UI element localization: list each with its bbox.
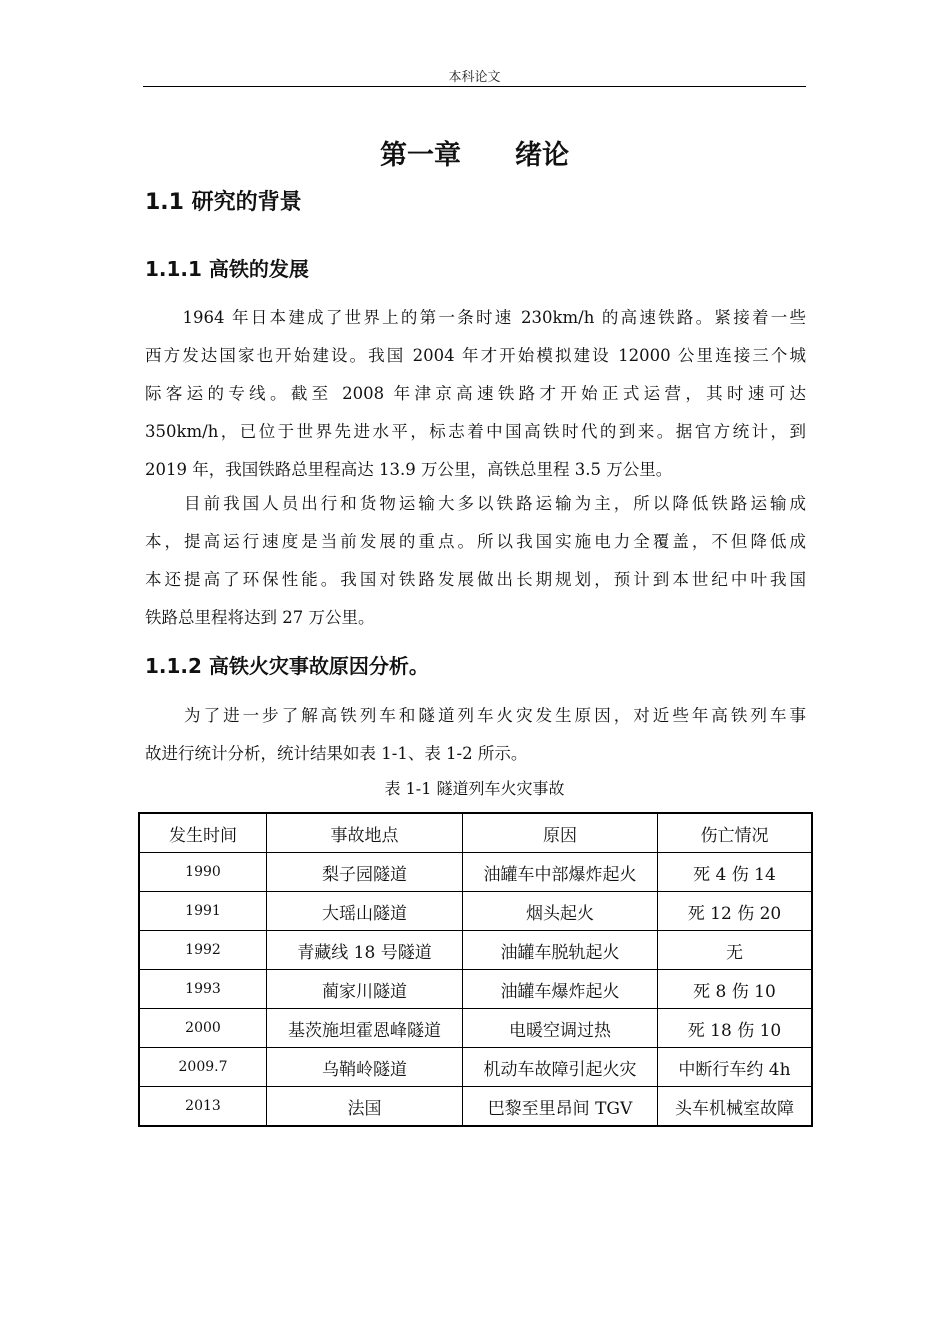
cell-casualties: 死 12 伤 20 — [658, 892, 813, 931]
chapter-title: 第一章 绪论 — [380, 140, 569, 171]
paragraph-line: 1964 年日本建成了世界上的第一条时速 230km/h 的高速铁路。紧接着一些 — [145, 308, 806, 327]
cell-cause: 油罐车爆炸起火 — [463, 970, 658, 1009]
table-row — [139, 853, 812, 892]
cell-time: 1993 — [139, 970, 267, 1009]
paragraph-line: 本还提高了环保性能。我国对铁路发展做出长期规划，预计到本世纪中叶我国 — [145, 570, 806, 589]
header-divider — [143, 86, 806, 87]
paragraph-hsr-development — [145, 299, 806, 489]
table-header-row — [139, 813, 812, 853]
column-header-casualties: 伤亡情况 — [658, 813, 813, 853]
paragraph-line: 2019 年，我国铁路总里程高达 13.9 万公里，高铁总里程 3.5 万公里。 — [145, 460, 673, 479]
paragraph-line: 350km/h，已位于世界先进水平，标志着中国高铁时代的到来。据官方统计，到 — [145, 422, 806, 441]
cell-cause: 机动车故障引起火灾 — [463, 1048, 658, 1087]
paragraph-line: 西方发达国家也开始建设。我国 2004 年才开始模拟建设 12000 公里连接三个城 — [145, 346, 806, 365]
cell-cause: 烟头起火 — [463, 892, 658, 931]
cell-time: 2009.7 — [139, 1048, 267, 1087]
paragraph-line: 本，提高运行速度是当前发展的重点。所以我国实施电力全覆盖，不但降低成 — [145, 532, 806, 551]
section-heading-1-1: 1.1 研究的背景 — [145, 190, 302, 215]
cell-time: 2000 — [139, 1009, 267, 1048]
paragraph-line: 际客运的专线。截至 2008 年津京高速铁路才开始正式运营，其时速可达 — [145, 384, 806, 403]
cell-cause: 油罐车脱轨起火 — [463, 931, 658, 970]
cell-casualties: 死 4 伤 14 — [658, 853, 813, 892]
paragraph-fire-analysis — [145, 697, 806, 773]
table-row — [139, 1009, 812, 1048]
running-header: 本科论文 — [448, 70, 501, 85]
table-row — [139, 892, 812, 931]
section-heading-1-1-1: 1.1.1 高铁的发展 — [145, 257, 309, 281]
cell-time: 1991 — [139, 892, 267, 931]
paragraph-transport-cost — [145, 485, 806, 637]
paragraph-line: 铁路总里程将达到 27 万公里。 — [145, 608, 375, 627]
cell-casualties: 头车机械室故障 — [658, 1087, 813, 1127]
cell-location: 法国 — [267, 1087, 463, 1127]
paragraph-line: 故进行统计分析，统计结果如表 1-1、表 1-2 所示。 — [145, 744, 528, 763]
cell-casualties: 中断行车约 4h — [658, 1048, 813, 1087]
column-header-location: 事故地点 — [267, 813, 463, 853]
cell-location: 基茨施坦霍恩峰隧道 — [267, 1009, 463, 1048]
cell-casualties: 死 8 伤 10 — [658, 970, 813, 1009]
section-heading-1-1-2: 1.1.2 高铁火灾事故原因分析。 — [145, 654, 429, 678]
cell-time: 1990 — [139, 853, 267, 892]
cell-location: 梨子园隧道 — [267, 853, 463, 892]
cell-location: 蔺家川隧道 — [267, 970, 463, 1009]
cell-location: 大瑶山隧道 — [267, 892, 463, 931]
table-row — [139, 970, 812, 1009]
table-row — [139, 1048, 812, 1087]
cell-location: 乌鞘岭隧道 — [267, 1048, 463, 1087]
tunnel-fire-accident-table — [138, 812, 813, 1127]
column-header-time: 发生时间 — [139, 813, 267, 853]
table-caption: 表 1-1 隧道列车火灾事故 — [384, 779, 565, 798]
cell-casualties: 死 18 伤 10 — [658, 1009, 813, 1048]
paragraph-line: 为了进一步了解高铁列车和隧道列车火灾发生原因，对近些年高铁列车事 — [145, 706, 806, 725]
cell-casualties: 无 — [658, 931, 813, 970]
cell-location: 青藏线 18 号隧道 — [267, 931, 463, 970]
table-row — [139, 931, 812, 970]
cell-time: 2013 — [139, 1087, 267, 1127]
table-row — [139, 1087, 812, 1127]
cell-cause: 电暖空调过热 — [463, 1009, 658, 1048]
cell-cause: 油罐车中部爆炸起火 — [463, 853, 658, 892]
column-header-cause: 原因 — [463, 813, 658, 853]
paragraph-line: 目前我国人员出行和货物运输大多以铁路运输为主，所以降低铁路运输成 — [145, 494, 806, 513]
cell-cause: 巴黎至里昂间 TGV — [463, 1087, 658, 1127]
cell-time: 1992 — [139, 931, 267, 970]
